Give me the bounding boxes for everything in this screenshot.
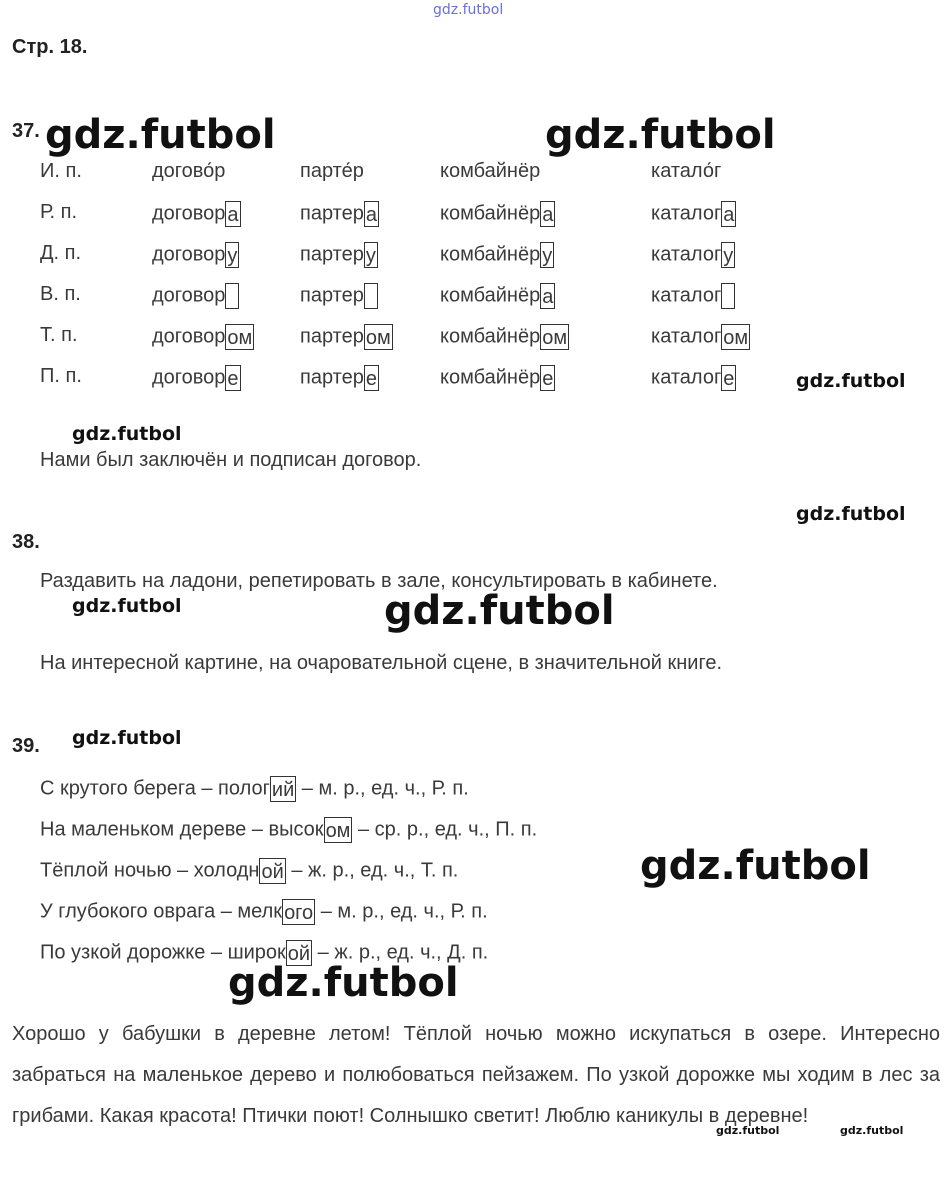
watermark-6: gdz.futbol	[72, 595, 182, 617]
word-form	[440, 283, 555, 309]
adjective-phrase: У глубокого оврага – мелк	[40, 900, 283, 923]
grammar-info: – ж. р., ед. ч., Т. п.	[285, 859, 459, 882]
word-form	[651, 201, 736, 227]
watermark-12: gdz.futbol	[840, 1124, 904, 1137]
word-stem: договор	[152, 243, 226, 266]
adjective-line	[40, 776, 469, 802]
page-label: Стр. 18.	[12, 36, 88, 58]
word-stem: партер	[300, 366, 364, 389]
ending-box: е	[721, 365, 736, 391]
ending-box: у	[721, 242, 735, 268]
exercise-37-sentence: Нами был заключён и подписан договор.	[40, 449, 422, 471]
watermark-7: gdz.futbol	[384, 588, 615, 634]
adjective-phrase: По узкой дорожке – широк	[40, 941, 286, 964]
adjective-line	[40, 817, 537, 843]
word-stem: каталог	[651, 243, 722, 266]
ending-box: а	[225, 201, 240, 227]
word-stem: комбайнёр	[440, 325, 541, 348]
word-form	[152, 324, 254, 350]
ending-box: ом	[324, 817, 353, 843]
ending-box: е	[364, 365, 379, 391]
ending-box: а	[540, 201, 555, 227]
watermark-2: gdz.futbol	[545, 112, 776, 158]
word-form	[651, 242, 735, 268]
adjective-line	[40, 858, 458, 884]
word-form	[440, 242, 554, 268]
word-stem: каталог	[651, 366, 722, 389]
exercise-38-number: 38.	[12, 531, 40, 553]
word-form	[152, 365, 241, 391]
word-stem: договор	[152, 366, 226, 389]
ending-box: у	[540, 242, 554, 268]
word-form	[440, 201, 555, 227]
watermark-4: gdz.futbol	[72, 423, 182, 445]
case-label: Р. п.	[40, 201, 78, 223]
ending-box: а	[721, 201, 736, 227]
word-form	[651, 283, 735, 309]
adjective-phrase: С крутого берега – полог	[40, 777, 270, 800]
case-label: Т. п.	[40, 324, 78, 346]
ending-box: а	[540, 283, 555, 309]
word-form	[440, 160, 540, 183]
exercise-38-line-2: На интересной картине, на очаровательной сцене, в значительной книге.	[40, 652, 723, 674]
watermark-9: gdz.futbol	[640, 843, 871, 889]
word-form	[651, 365, 736, 391]
word-stem: каталог	[651, 284, 722, 307]
exercise-39-paragraph: Хорошо у бабушки в деревне летом! Тёплой ночью можно искупаться в озере. Интересно забраться на маленькое дерево и полюбоваться пейзажем. По узкой дорожке мы ходим в лес за грибами. Какая красота! Птички поют! Солнышко светит! Люблю каникулы в деревне!	[12, 1023, 940, 1127]
word-form	[300, 365, 379, 391]
word-stem: парте́р	[300, 160, 364, 182]
grammar-info: – ж. р., ед. ч., Д. п.	[312, 941, 489, 964]
ending-box: ом	[721, 324, 750, 350]
ending-box: ой	[286, 940, 312, 966]
adjective-phrase: На маленьком дереве – высок	[40, 818, 324, 841]
watermark-11: gdz.futbol	[716, 1124, 780, 1137]
word-stem: комбайнёр	[440, 243, 541, 266]
exercise-39-number: 39.	[12, 735, 40, 757]
ending-box: е	[540, 365, 555, 391]
ending-box: е	[225, 365, 240, 391]
word-stem: договор	[152, 202, 226, 225]
word-stem: каталог	[651, 325, 722, 348]
word-stem: катало́г	[651, 160, 722, 182]
watermark-3: gdz.futbol	[796, 370, 906, 392]
word-stem: партер	[300, 202, 364, 225]
watermark-1: gdz.futbol	[45, 112, 276, 158]
word-stem: партер	[300, 284, 364, 307]
case-label: И. п.	[40, 160, 82, 182]
word-stem: договор	[152, 284, 226, 307]
word-form	[152, 283, 239, 309]
word-stem: комбайнёр	[440, 284, 541, 307]
ending-box: ого	[282, 899, 315, 925]
ending-box: ом	[540, 324, 569, 350]
case-label: В. п.	[40, 283, 81, 305]
adjective-line	[40, 899, 488, 925]
word-stem: партер	[300, 243, 364, 266]
ending-box: ом	[225, 324, 254, 350]
word-form	[300, 283, 378, 309]
word-stem: каталог	[651, 202, 722, 225]
case-label: Д. п.	[40, 242, 82, 264]
ending-box: ий	[270, 776, 296, 802]
word-form	[440, 324, 569, 350]
case-label: П. п.	[40, 365, 82, 387]
ending-box	[225, 283, 239, 309]
word-stem: комбайнёр	[440, 202, 541, 225]
grammar-info: – м. р., ед. ч., Р. п.	[315, 900, 488, 923]
adjective-phrase: Тёплой ночью – холодн	[40, 859, 260, 882]
word-stem: комбайнёр	[440, 366, 541, 389]
exercise-38-line-1: Раздавить на ладони, репетировать в зале, консультировать в кабинете.	[40, 570, 718, 592]
word-form	[300, 242, 378, 268]
grammar-info: – ср. р., ед. ч., П. п.	[352, 818, 538, 841]
word-form	[152, 242, 239, 268]
word-form	[152, 201, 241, 227]
ending-box: у	[225, 242, 239, 268]
watermark-top: gdz.futbol	[433, 2, 504, 18]
word-stem: договор	[152, 325, 226, 348]
exercise-37-number: 37.	[12, 120, 40, 142]
watermark-8: gdz.futbol	[72, 727, 182, 749]
word-stem: догово́р	[152, 160, 226, 182]
watermark-10: gdz.futbol	[228, 960, 459, 1006]
word-form	[651, 324, 750, 350]
word-form	[300, 201, 379, 227]
word-form	[440, 365, 555, 391]
word-stem: партер	[300, 325, 364, 348]
word-form	[651, 160, 721, 183]
ending-box: ой	[259, 858, 285, 884]
ending-box: у	[364, 242, 378, 268]
watermark-5: gdz.futbol	[796, 503, 906, 525]
word-form	[300, 160, 364, 183]
ending-box	[721, 283, 735, 309]
ending-box: ом	[364, 324, 393, 350]
grammar-info: – м. р., ед. ч., Р. п.	[296, 777, 469, 800]
ending-box: а	[364, 201, 379, 227]
adjective-line	[40, 940, 488, 966]
word-stem: комбайнёр	[440, 160, 541, 182]
word-form	[300, 324, 393, 350]
word-form	[152, 160, 225, 183]
ending-box	[364, 283, 378, 309]
